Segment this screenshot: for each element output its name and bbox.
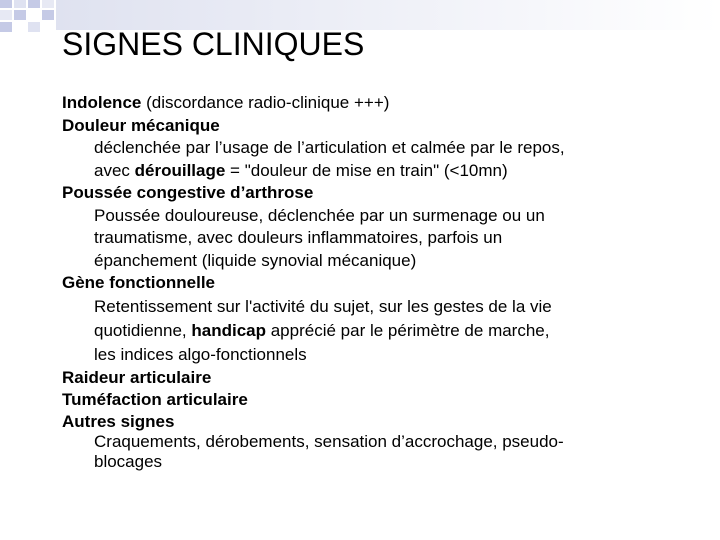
item-heading: Gène fonctionnelle bbox=[62, 273, 216, 292]
deco-square bbox=[42, 22, 54, 32]
text-fragment: quotidienne, bbox=[94, 320, 192, 340]
item-detail-line: épanchement (liquide synovial mécanique) bbox=[94, 250, 417, 270]
deco-square bbox=[28, 0, 40, 8]
deco-square bbox=[0, 0, 12, 8]
item-detail-line: Retentissement sur l'activité du sujet, sur les gestes de la vie bbox=[94, 296, 552, 316]
deco-square bbox=[0, 10, 12, 20]
text-fragment: apprécié par le périmètre de marche, bbox=[266, 320, 550, 340]
item-heading: Indolence bbox=[62, 93, 142, 112]
deco-square bbox=[42, 10, 54, 20]
item-heading: Tuméfaction articulaire bbox=[62, 390, 248, 409]
slide-content bbox=[62, 92, 682, 472]
item-detail-line: traumatisme, avec douleurs inflammatoires, parfois un bbox=[94, 228, 503, 247]
item-heading: Autres signes bbox=[62, 411, 175, 431]
deco-square bbox=[14, 22, 26, 32]
item-detail-line: les indices algo-fonctionnels bbox=[94, 344, 307, 364]
slide-title: SIGNES CLINIQUES bbox=[62, 26, 365, 62]
item-detail-line: déclenchée par l’usage de l’articulation et calmée par le repos, bbox=[94, 138, 565, 157]
deco-square bbox=[14, 0, 26, 8]
item-detail-line bbox=[62, 319, 682, 343]
deco-square bbox=[42, 0, 54, 8]
deco-square bbox=[14, 10, 26, 20]
bold-term: dérouillage bbox=[134, 160, 226, 180]
item-detail-line: Craquements, dérobements, sensation d’accrochage, pseudo- bbox=[94, 431, 564, 451]
item-heading-suffix: (discordance radio-clinique +++) bbox=[141, 93, 390, 112]
deco-square bbox=[28, 22, 40, 32]
item-detail-line: blocages bbox=[94, 451, 163, 471]
bold-term: handicap bbox=[191, 320, 266, 340]
deco-square bbox=[28, 10, 40, 20]
item-heading: Poussée congestive d’arthrose bbox=[62, 183, 314, 202]
item-heading: Douleur mécanique bbox=[62, 115, 220, 135]
item-indolence bbox=[62, 92, 682, 115]
text-fragment: = "douleur de mise en train" (<10mn) bbox=[225, 160, 508, 180]
item-detail-line: Poussée douloureuse, déclenchée par un surmenage ou un bbox=[94, 205, 545, 225]
item-detail-line bbox=[62, 160, 682, 183]
text-fragment: avec bbox=[94, 160, 135, 180]
item-heading: Raideur articulaire bbox=[62, 367, 212, 387]
deco-square bbox=[0, 22, 12, 32]
